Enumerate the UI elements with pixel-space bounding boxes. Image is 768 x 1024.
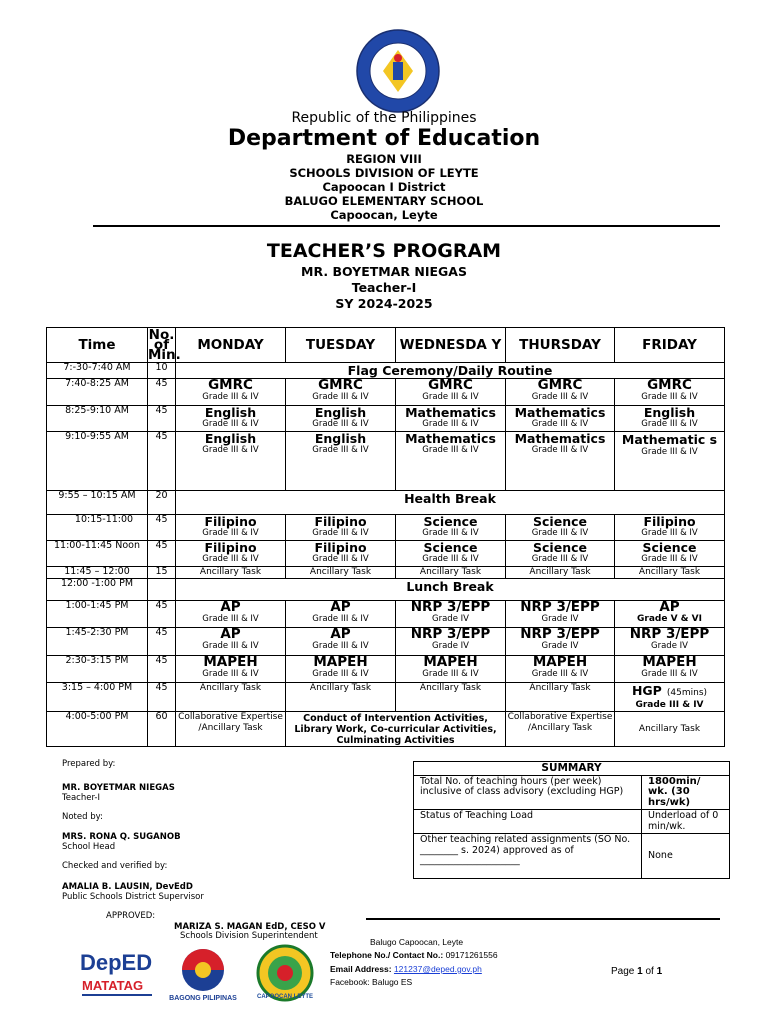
schedule-cell: GMRC Grade III & IV xyxy=(176,379,286,406)
division-line: SCHOOLS DIVISION OF LEYTE xyxy=(289,166,479,180)
summary-label: Other teaching related assignments (SO No. ________ s. 2024) approved as of _____________________ xyxy=(414,834,642,879)
summary-label: Status of Teaching Load xyxy=(414,810,642,834)
schedule-row xyxy=(47,406,725,432)
schedule-row xyxy=(47,432,725,491)
schedule-cell: Mathematics Grade III & IV xyxy=(396,432,506,491)
schedule-cell: Ancillary Task xyxy=(615,712,725,747)
schedule-cell: Science Grade III & IV xyxy=(396,541,506,567)
header-tuesday: TUESDAY xyxy=(286,328,396,363)
schedule-cell: Science Grade III & IV xyxy=(506,541,615,567)
summary-table xyxy=(413,761,730,879)
matatag-logo-text: MATATAG xyxy=(82,978,144,993)
schedule-cell: Filipino Grade III & IV xyxy=(286,515,396,541)
capoocan-leyte-text: CAPOOCAN LEYTE xyxy=(256,994,314,1000)
header-time: Time xyxy=(47,328,148,363)
summary-title: SUMMARY xyxy=(414,762,730,776)
schedule-cell: Mathematics Grade III & IV xyxy=(506,432,615,491)
prepared-label: Prepared by: xyxy=(62,759,116,769)
approved-label: APPROVED: xyxy=(106,911,156,921)
minutes-cell: 20 xyxy=(148,491,176,515)
footer-facebook: Facebook: Balugo ES xyxy=(330,977,413,987)
header-monday: MONDAY xyxy=(176,328,286,363)
school-year: SY 2024-2025 xyxy=(335,296,433,311)
schedule-cell: AP Grade V & VI xyxy=(615,601,725,628)
time-cell: 8:25-9:10 AM xyxy=(47,406,148,432)
header-friday: FRIDAY xyxy=(615,328,725,363)
header-wednesday: WEDNESDA Y xyxy=(396,328,506,363)
schedule-cell: English Grade III & IV xyxy=(286,432,396,491)
schedule-row xyxy=(47,541,725,567)
schedule-cell: MAPEH Grade III & IV xyxy=(176,656,286,683)
department-title: Department of Education xyxy=(227,126,541,151)
schedule-cell: Mathematics Grade III & IV xyxy=(506,406,615,432)
footer-rule xyxy=(366,918,720,920)
schedule-row xyxy=(47,712,725,747)
schedule-cell: English Grade III & IV xyxy=(176,432,286,491)
schedule-cell: NRP 3/EPP Grade IV xyxy=(396,601,506,628)
minutes-cell: 45 xyxy=(148,656,176,683)
minutes-cell xyxy=(148,579,176,601)
schedule-cell: Mathematics Grade III & IV xyxy=(396,406,506,432)
schedule-cell: NRP 3/EPP Grade IV xyxy=(506,628,615,656)
approved-title: Schools Division Superintendent xyxy=(180,931,318,941)
time-cell: 7:-30-7:40 AM xyxy=(47,363,148,379)
collaborative-cell: Collaborative Expertise /Ancillary Task xyxy=(176,712,286,747)
schedule-row xyxy=(47,683,725,712)
schedule-cell: MAPEH Grade III & IV xyxy=(286,656,396,683)
schedule-row xyxy=(47,515,725,541)
time-cell: 11:45 – 12:00 xyxy=(47,567,148,579)
schedule-cell: Filipino Grade III & IV xyxy=(176,541,286,567)
time-cell: 12:00 -1:00 PM xyxy=(47,579,148,601)
noted-name: MRS. RONA Q. SUGANOB xyxy=(62,832,181,842)
schedule-cell: Ancillary Task xyxy=(396,567,506,579)
schedule-row xyxy=(47,628,725,656)
page-number: Page 1 of 1 xyxy=(611,966,663,977)
minutes-cell: 45 xyxy=(148,683,176,712)
minutes-cell: 10 xyxy=(148,363,176,379)
schedule-cell: MAPEH Grade III & IV xyxy=(615,656,725,683)
prepared-name: MR. BOYETMAR NIEGAS xyxy=(62,783,175,793)
schedule-cell: AP Grade III & IV xyxy=(286,601,396,628)
schedule-cell: NRP 3/EPP Grade IV xyxy=(506,601,615,628)
conduct-activities-cell: Conduct of Intervention Activities, Library Work, Co-curricular Activities, Culminating Activities xyxy=(286,712,506,747)
approved-name: MARIZA S. MAGAN EdD, CESO V xyxy=(174,922,326,932)
summary-value: Underload of 0 min/wk. xyxy=(642,810,730,834)
health-break-cell: Health Break xyxy=(176,491,725,515)
schedule-cell: Ancillary Task xyxy=(176,683,286,712)
schedule-row xyxy=(47,379,725,406)
ancillary-row xyxy=(47,567,725,579)
bagong-pilipinas-logo xyxy=(168,948,238,1002)
header-rule xyxy=(93,225,720,227)
schedule-cell: Mathematic s Grade III & IV xyxy=(615,432,725,491)
schedule-cell: MAPEH Grade III & IV xyxy=(506,656,615,683)
checked-label: Checked and verified by: xyxy=(62,861,168,871)
time-cell: 4:00-5:00 PM xyxy=(47,712,148,747)
checked-title: Public Schools District Supervisor xyxy=(62,892,204,902)
schedule-cell: English Grade III & IV xyxy=(615,406,725,432)
footer-email: Email Address: 121237@deped.gov.ph xyxy=(330,964,482,974)
schedule-cell: Filipino Grade III & IV xyxy=(615,515,725,541)
schedule-cell: Science Grade III & IV xyxy=(615,541,725,567)
prepared-title: Teacher-I xyxy=(62,793,101,803)
footer-address: Balugo Capoocan, Leyte xyxy=(370,937,464,947)
email-link[interactable]: 121237@deped.gov.ph xyxy=(393,964,482,974)
time-cell: 9:10-9:55 AM xyxy=(47,432,148,491)
schedule-cell: NRP 3/EPP Grade IV xyxy=(615,628,725,656)
minutes-cell: 45 xyxy=(148,541,176,567)
time-cell: 1:45-2:30 PM xyxy=(47,628,148,656)
summary-value: None xyxy=(642,834,730,879)
bagong-pilipinas-text: BAGONG PILIPINAS xyxy=(169,995,237,1002)
schedule-cell: Science Grade III & IV xyxy=(396,515,506,541)
deped-matatag-logo xyxy=(78,948,158,1000)
minutes-cell: 15 xyxy=(148,567,176,579)
teacher-position: Teacher-I xyxy=(351,280,417,295)
minutes-cell: 45 xyxy=(148,432,176,491)
schedule-cell: AP Grade III & IV xyxy=(286,628,396,656)
minutes-cell: 45 xyxy=(148,515,176,541)
time-cell: 2:30-3:15 PM xyxy=(47,656,148,683)
republic-line: Republic of the Philippines xyxy=(291,110,477,126)
time-cell: 9:55 – 10:15 AM xyxy=(47,491,148,515)
noted-label: Noted by: xyxy=(62,812,103,822)
schedule-cell: AP Grade III & IV xyxy=(176,628,286,656)
noted-title: School Head xyxy=(62,842,116,852)
district-line: Capoocan I District xyxy=(322,180,446,194)
time-cell: 7:40-8:25 AM xyxy=(47,379,148,406)
schedule-cell: English Grade III & IV xyxy=(176,406,286,432)
flag-ceremony-cell: Flag Ceremony/Daily Routine xyxy=(176,363,725,379)
checked-name: AMALIA B. LAUSIN, DevEdD xyxy=(62,882,193,892)
time-cell: 11:00-11:45 Noon xyxy=(47,541,148,567)
minutes-cell: 60 xyxy=(148,712,176,747)
hgp-cell: HGP (45mins) Grade III & IV xyxy=(615,683,725,712)
minutes-cell: 45 xyxy=(148,379,176,406)
schedule-row xyxy=(47,656,725,683)
schedule-cell: MAPEH Grade III & IV xyxy=(396,656,506,683)
schedule-cell: Science Grade III & IV xyxy=(506,515,615,541)
schedule-cell: GMRC Grade III & IV xyxy=(615,379,725,406)
schedule-cell: NRP 3/EPP Grade IV xyxy=(396,628,506,656)
school-line: BALUGO ELEMENTARY SCHOOL xyxy=(284,194,484,208)
schedule-cell: Ancillary Task xyxy=(176,567,286,579)
teacher-name: MR. BOYETMAR NIEGAS xyxy=(301,264,467,279)
region-line: REGION VIII xyxy=(346,152,422,166)
summary-label: Total No. of teaching hours (per week) inclusive of class advisory (excluding HGP) xyxy=(414,775,642,810)
schedule-cell: AP Grade III & IV xyxy=(176,601,286,628)
schedule-cell: Ancillary Task xyxy=(286,683,396,712)
header-no-of-min: No. of Min. xyxy=(148,327,181,363)
deped-seal-logo xyxy=(355,28,441,114)
address-line: Capoocan, Leyte xyxy=(330,208,438,222)
schedule-cell: GMRC Grade III & IV xyxy=(396,379,506,406)
header-thursday: THURSDAY xyxy=(506,328,615,363)
capoocan-leyte-logo xyxy=(245,944,325,1002)
schedule-cell: Ancillary Task xyxy=(396,683,506,712)
schedule-cell: English Grade III & IV xyxy=(286,406,396,432)
schedule-cell: Filipino Grade III & IV xyxy=(176,515,286,541)
time-cell: 10:15-11:00 xyxy=(47,515,148,541)
schedule-cell: GMRC Grade III & IV xyxy=(506,379,615,406)
time-cell: 3:15 – 4:00 PM xyxy=(47,683,148,712)
summary-value: 1800min/ wk. (30 hrs/wk) xyxy=(642,775,730,810)
deped-logo-text: DepED xyxy=(80,950,153,975)
footer-telephone: Telephone No./ Contact No.: 09171261556 xyxy=(330,950,498,960)
schedule-cell: Filipino Grade III & IV xyxy=(286,541,396,567)
time-cell: 1:00-1:45 PM xyxy=(47,601,148,628)
schedule-row xyxy=(47,601,725,628)
schedule-table xyxy=(46,327,725,747)
minutes-cell: 45 xyxy=(148,406,176,432)
schedule-cell: GMRC Grade III & IV xyxy=(286,379,396,406)
minutes-cell: 45 xyxy=(148,628,176,656)
schedule-cell: Ancillary Task xyxy=(286,567,396,579)
schedule-cell: Ancillary Task xyxy=(506,567,615,579)
schedule-cell: Ancillary Task xyxy=(506,683,615,712)
minutes-cell: 45 xyxy=(148,601,176,628)
program-title: TEACHER’S PROGRAM xyxy=(266,240,502,262)
collaborative-cell: Collaborative Expertise /Ancillary Task xyxy=(506,712,615,747)
lunch-break-cell: Lunch Break xyxy=(176,579,725,601)
schedule-cell: Ancillary Task xyxy=(615,567,725,579)
